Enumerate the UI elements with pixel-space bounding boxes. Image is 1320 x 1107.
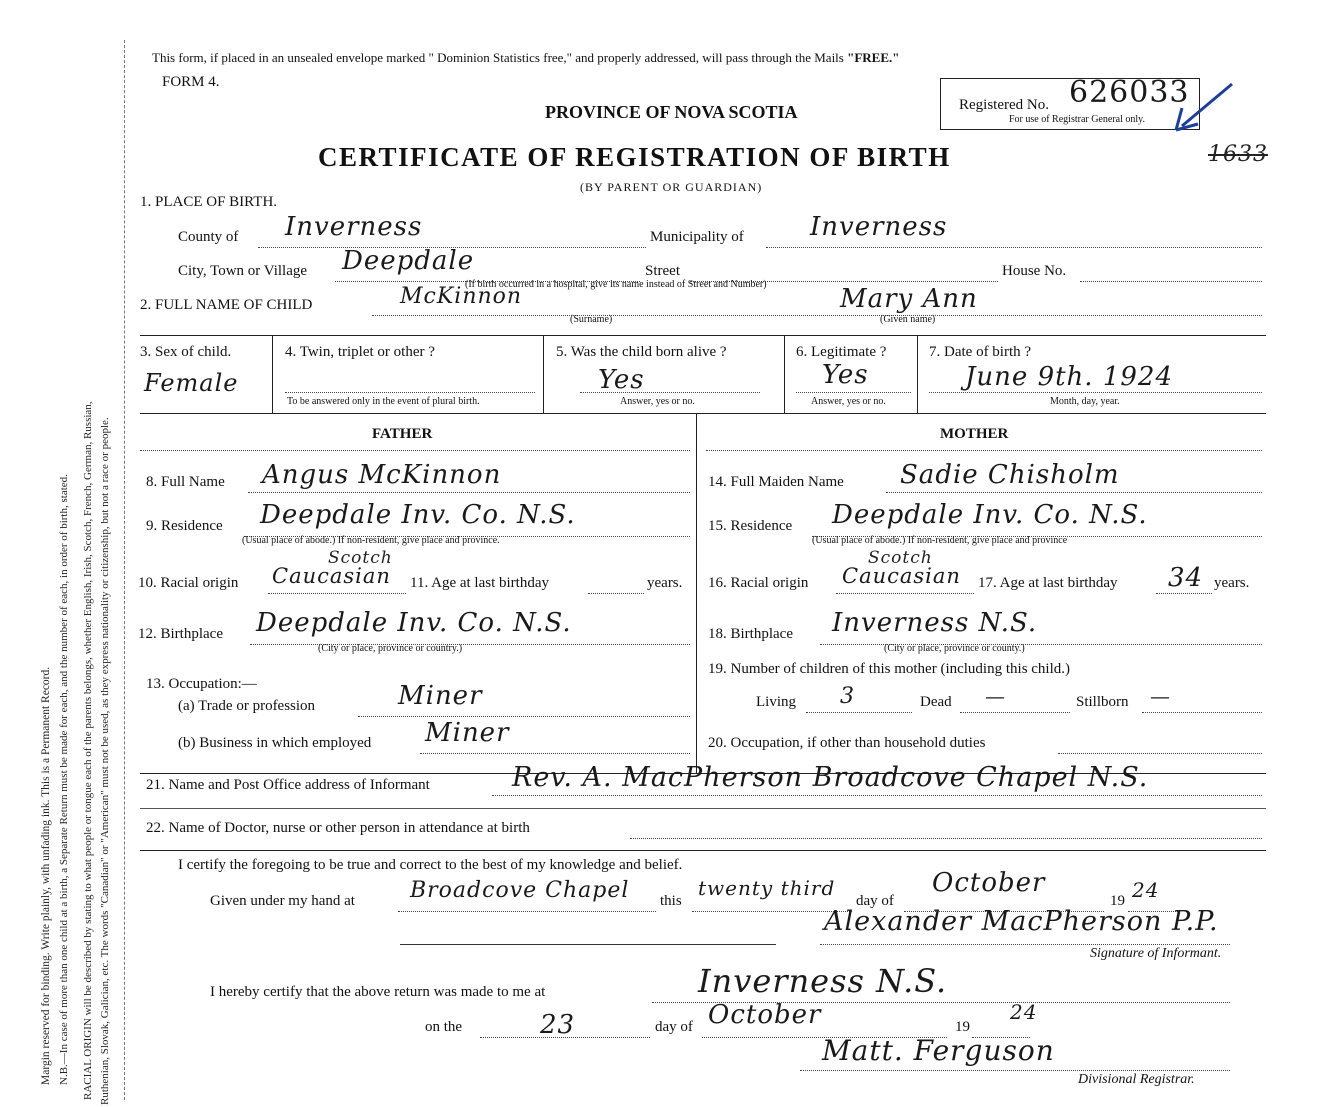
- mother-occ-line: [1058, 753, 1262, 754]
- father-race-label: 10. Racial origin: [138, 575, 239, 591]
- informant-label: 21. Name and Post Office address of Informant: [146, 777, 430, 793]
- dead-label: Dead: [920, 694, 952, 710]
- county-label: County of: [178, 229, 239, 245]
- dob-line: [929, 392, 1262, 393]
- given-caption: (Given name): [880, 314, 936, 325]
- father-birthplace-caption: (City or place, province or country.): [318, 643, 463, 654]
- registered-label: Registered No.: [959, 97, 1049, 113]
- mail-note: This form, if placed in an unsealed envelope marked " Dominion Statistics free," and properly addressed, will pass through the Mails "FREE.": [152, 50, 900, 65]
- informant-value: Rev. A. MacPherson Broadcove Chapel N.S.: [512, 762, 1149, 793]
- mother-heading-line: [706, 450, 1262, 451]
- form-number: FORM 4.: [162, 74, 220, 90]
- child-given-value: Mary Ann: [840, 284, 978, 314]
- father-res-value: Deepdale Inv. Co. N.S.: [260, 500, 576, 530]
- trade-line: [358, 716, 690, 717]
- mother-res-value: Deepdale Inv. Co. N.S.: [832, 500, 1148, 530]
- return-day-of-label: day of: [655, 1019, 693, 1035]
- alive-caption: Answer, yes or no.: [620, 396, 695, 407]
- dead-value: —: [985, 684, 1006, 708]
- year-prefix: 19: [1110, 893, 1125, 909]
- mother-age-value: 34: [1168, 563, 1204, 593]
- registered-box: [940, 75, 1200, 130]
- house-label: House No.: [1002, 263, 1067, 279]
- month-value: October: [932, 868, 1046, 898]
- box-row-bottom: [140, 413, 1266, 414]
- mother-birthplace-label: 18. Birthplace: [708, 626, 793, 642]
- business-value: Miner: [425, 718, 510, 748]
- city-label: City, Town or Village: [178, 263, 308, 279]
- sex-label: 3. Sex of child.: [140, 344, 232, 360]
- registrar-use-note: For use of Registrar General only.: [1009, 114, 1145, 125]
- municipality-label: Municipality of: [650, 229, 744, 245]
- alive-label: 5. Was the child born alive ?: [556, 344, 727, 360]
- mother-name-value: Sadie Chisholm: [900, 460, 1120, 490]
- return-month: October: [708, 1000, 822, 1030]
- mother-age-label: 17. Age at last birthday: [978, 575, 1118, 591]
- mother-race-value: Caucasian: [842, 564, 961, 588]
- registrar-line: [800, 1070, 1230, 1071]
- box-div-1: [272, 335, 273, 413]
- on-the-label: on the: [425, 1019, 463, 1035]
- signature-line: [820, 944, 1230, 945]
- stillborn-label: Stillborn: [1076, 694, 1129, 710]
- father-race-line: [268, 593, 406, 594]
- place-of-birth-heading: 1. PLACE OF BIRTH.: [140, 194, 278, 210]
- dob-caption: Month, day, year.: [1050, 396, 1120, 407]
- child-name-line: [372, 315, 1262, 316]
- doctor-line: [630, 838, 1262, 839]
- father-age-label: 11. Age at last birthday: [410, 575, 549, 591]
- mother-occ-label: 20. Occupation, if other than household duties: [708, 735, 986, 751]
- street-note: (If birth occurred in a hospital, give its name instead of Street and Number): [465, 279, 767, 290]
- father-occ-label: 13. Occupation:—: [146, 676, 257, 692]
- dead-line: [960, 712, 1070, 713]
- county-value: Inverness: [285, 212, 423, 242]
- informant-separator: [140, 808, 1266, 809]
- father-race-over: Scotch: [328, 548, 393, 568]
- return-year-prefix: 19: [955, 1019, 970, 1035]
- stamp-number: 1633: [1208, 142, 1268, 167]
- father-heading-line: [140, 450, 690, 451]
- father-name-value: Angus McKinnon: [262, 460, 502, 490]
- mother-age-line: [1156, 593, 1212, 594]
- given-place: Broadcove Chapel: [410, 878, 630, 903]
- return-day: 23: [540, 1010, 576, 1040]
- legit-line: [796, 392, 911, 393]
- father-res-label: 9. Residence: [146, 518, 223, 534]
- father-heading: FATHER: [372, 426, 433, 442]
- return-text: I hereby certify that the above return was made to me at: [210, 984, 546, 1000]
- registrar-caption: Divisional Registrar.: [1078, 1072, 1195, 1087]
- doctor-label: 22. Name of Doctor, nurse or other person in attendance at birth: [146, 820, 530, 836]
- mother-res-label: 15. Residence: [708, 518, 793, 534]
- father-birthplace-value: Deepdale Inv. Co. N.S.: [256, 608, 572, 638]
- box-div-2: [543, 335, 544, 413]
- mother-birthplace-caption: (City or place, province or county.): [884, 643, 1025, 654]
- informant-signature: Alexander MacPherson P.P.: [824, 906, 1219, 937]
- living-line: [806, 712, 912, 713]
- box-row-top: [140, 335, 1266, 336]
- father-birthplace-label: 12. Birthplace: [138, 626, 223, 642]
- given-label: Given under my hand at: [210, 893, 355, 909]
- signature-caption: Signature of Informant.: [1090, 946, 1222, 961]
- parents-divider: [696, 413, 697, 773]
- mother-name-label: 14. Full Maiden Name: [708, 474, 844, 490]
- alive-value: Yes: [598, 365, 645, 395]
- doctor-separator: [140, 850, 1266, 851]
- business-label: (b) Business in which employed: [178, 735, 372, 751]
- living-value: 3: [840, 684, 855, 709]
- check-arrow-icon: [1170, 80, 1240, 140]
- father-name-label: 8. Full Name: [146, 474, 225, 490]
- child-surname-value: McKinnon: [400, 284, 523, 309]
- margin-note-2: N.B.—In case of more than one child at a birth, a Separate Return must be made for each, and the number of each, in order of birth, stated.: [58, 474, 70, 1085]
- day-value: twenty third: [698, 876, 836, 900]
- stillborn-value: —: [1150, 684, 1171, 708]
- mother-birthplace-value: Inverness N.S.: [832, 608, 1038, 638]
- page-subtitle: (BY PARENT OR GUARDIAN): [580, 180, 763, 194]
- registered-number: 626033: [1069, 75, 1190, 110]
- father-age-line: [588, 593, 644, 594]
- margin-note-4: Ruthenian, Slovak, Galician, etc. The words "Canadian" or "American" must not be used, as they express nationality or citizenship, but not a race or people.: [99, 417, 111, 1105]
- business-line: [420, 753, 690, 754]
- legit-label: 6. Legitimate ?: [796, 344, 887, 360]
- father-age-unit: years.: [647, 575, 683, 591]
- margin-divider: [124, 40, 125, 1100]
- children-label: 19. Number of children of this mother (including this child.): [708, 661, 1071, 677]
- mother-res-caption: (Usual place of abode.) If non-resident, give place and province: [812, 535, 1068, 546]
- twin-label: 4. Twin, triplet or other ?: [285, 344, 435, 360]
- page-title: CERTIFICATE OF REGISTRATION OF BIRTH: [318, 142, 951, 172]
- box-div-3: [784, 335, 785, 413]
- return-place: Inverness N.S.: [698, 962, 948, 1000]
- year-value: 24: [1132, 878, 1160, 902]
- day-of-label: day of: [856, 893, 894, 909]
- sex-value: Female: [144, 369, 239, 397]
- mother-race-line: [836, 593, 974, 594]
- child-name-label: 2. FULL NAME OF CHILD: [140, 297, 313, 313]
- surname-caption: (Surname): [570, 314, 613, 325]
- box-div-4: [917, 335, 918, 413]
- return-year: 24: [1010, 1000, 1038, 1024]
- margin-note-1: Margin reserved for binding. Write plainly, with unfading ink. This is a Permanent Record.: [40, 666, 52, 1085]
- dob-value: June 9th. 1924: [965, 362, 1173, 392]
- municipality-value: Inverness: [810, 212, 948, 242]
- margin-note-3: RACIAL ORIGIN will be described by stating to what people or tongue each of the parents belongs, whether English, Irish, Scotch, French, German, Russian,: [82, 401, 94, 1100]
- province-heading: PROVINCE OF NOVA SCOTIA: [545, 102, 798, 122]
- mother-race-label: 16. Racial origin: [708, 575, 809, 591]
- mother-age-unit: years.: [1214, 575, 1250, 591]
- this-label: this: [660, 893, 682, 909]
- dob-label: 7. Date of birth ?: [929, 344, 1032, 360]
- given-place-line: [398, 911, 656, 912]
- father-race-value: Caucasian: [272, 564, 391, 588]
- legit-value: Yes: [822, 360, 869, 390]
- mother-race-over: Scotch: [868, 548, 933, 568]
- stillborn-line: [1142, 712, 1262, 713]
- informant-line: [492, 795, 1262, 796]
- father-name-line: [248, 492, 690, 493]
- twin-line: [285, 392, 535, 393]
- house-line: [1080, 281, 1262, 282]
- city-value: Deepdale: [342, 246, 475, 276]
- trade-label: (a) Trade or profession: [178, 698, 316, 714]
- legit-caption: Answer, yes or no.: [811, 396, 886, 407]
- municipality-line: [766, 247, 1262, 248]
- father-birthplace-line: [250, 644, 690, 645]
- mother-name-line: [886, 492, 1262, 493]
- trade-value: Miner: [398, 681, 483, 711]
- street-label: Street: [645, 263, 680, 279]
- certify-text: I certify the foregoing to be true and correct to the best of my knowledge and belief.: [178, 857, 683, 873]
- living-label: Living: [756, 694, 796, 710]
- twin-note: To be answered only in the event of plural birth.: [287, 396, 480, 407]
- mother-heading: MOTHER: [940, 426, 1009, 442]
- registrar-signature: Matt. Ferguson: [822, 1034, 1055, 1067]
- father-res-caption: (Usual place of abode.) If non-resident, give place and province.: [242, 535, 500, 546]
- left-sign-rule: [400, 944, 776, 945]
